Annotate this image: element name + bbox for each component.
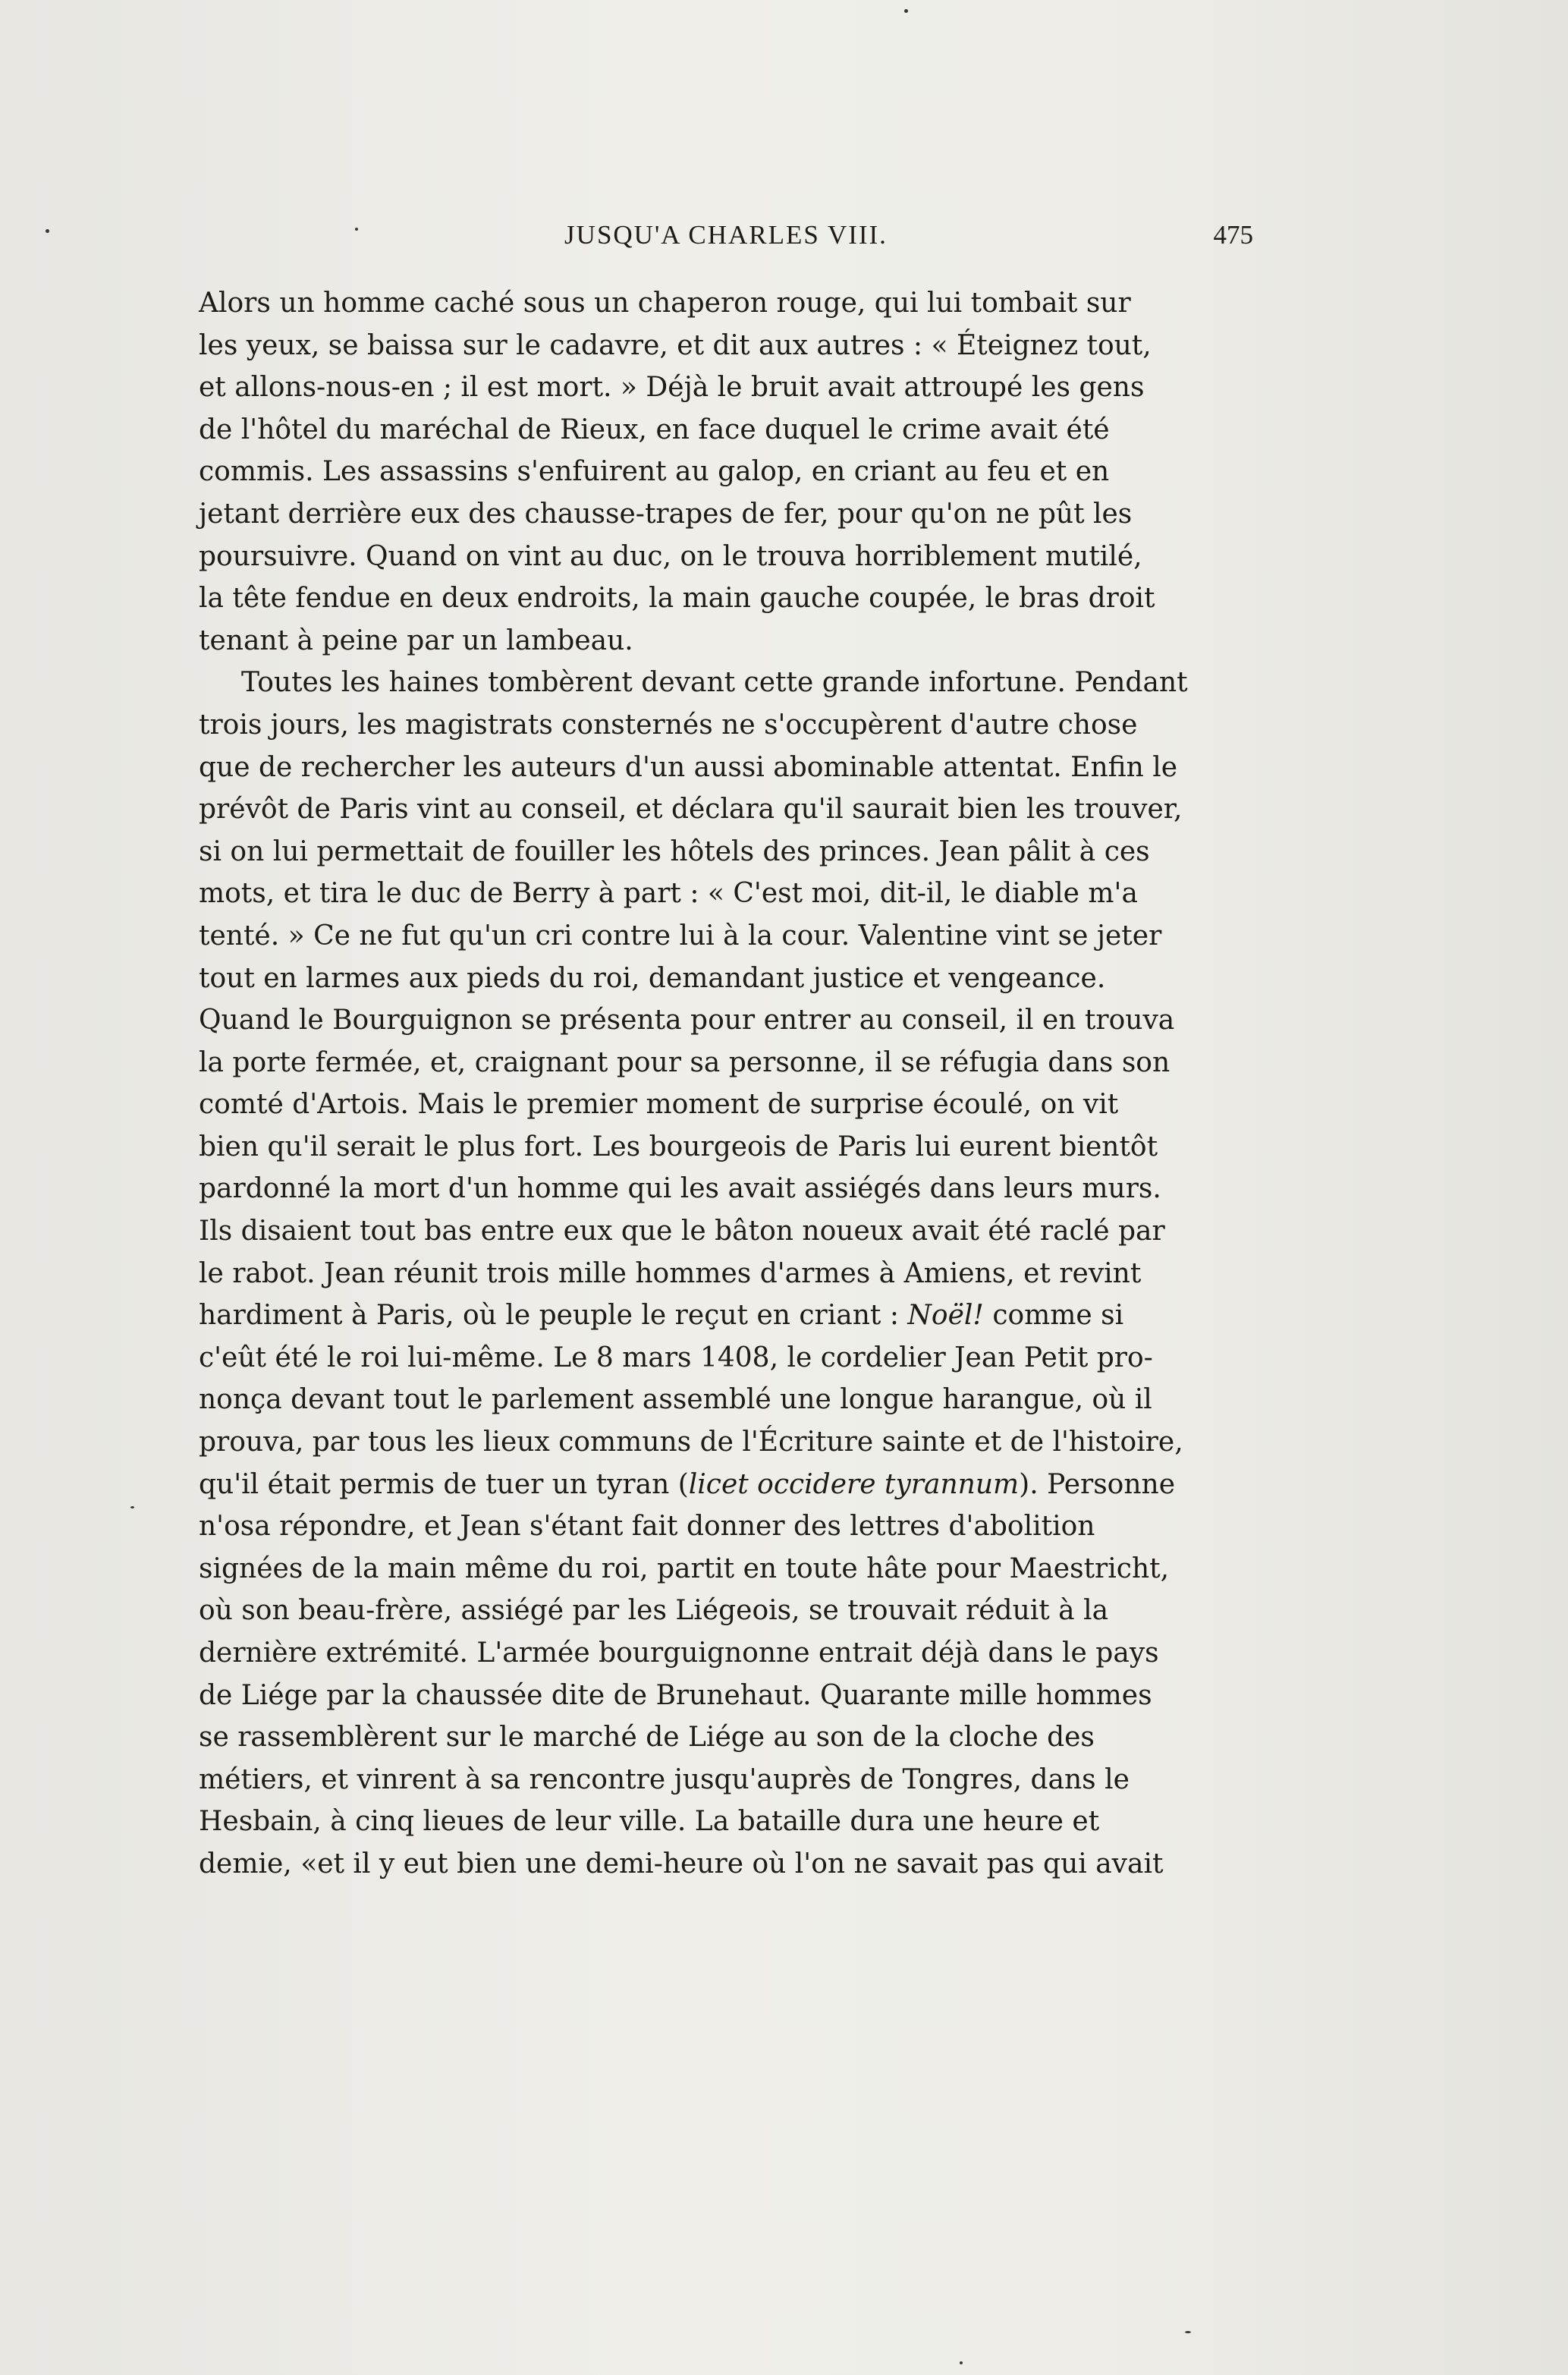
text-line-content: commis. Les assassins s'enfuirent au galop, en criant au feu et en: [199, 456, 1110, 488]
text-line-content: tenté. » Ce ne fut qu'un cri contre lui à la cour. Valentine vint se jeter: [199, 920, 1162, 952]
text-line-paragraph-end: [199, 620, 1282, 662]
text-line-content: jetant derrière eux des chausse-trapes de fer, pour qu'on ne pût les: [199, 498, 1133, 530]
text-line: [199, 536, 1282, 578]
text-line-content: Toutes les haines tombèrent devant cette grande infortune. Pendant: [241, 667, 1188, 699]
text-line-content: où son beau-frère, assiégé par les Liégeois, se trouvait réduit à la: [199, 1595, 1109, 1627]
text-line: [199, 451, 1282, 493]
text-line-content: [199, 1294, 1123, 1337]
text-line: [199, 1042, 1282, 1084]
text-line-content: la porte fermée, et, craignant pour sa personne, il se réfugia dans son: [199, 1046, 1171, 1078]
text-line-content: métiers, et vinrent à sa rencontre jusqu'auprès de Tongres, dans le: [199, 1763, 1130, 1795]
text-line-content: la tête fendue en deux endroits, la main gauche coupée, le bras droit: [199, 583, 1155, 615]
text-line-content: bien qu'il serait le plus fort. Les bourgeois de Paris lui eurent bientôt: [199, 1131, 1158, 1162]
paper-speck: [355, 228, 358, 231]
text-line-content: tenant à peine par un lambeau.: [199, 624, 633, 656]
text-line-content: et allons-nous-en ; il est mort. » Déjà le bruit avait attroupé les gens: [199, 372, 1145, 404]
text-line: [199, 1632, 1282, 1675]
text-line-content: mots, et tira le duc de Berry à part : « C'est moi, dit-il, le diable m'a: [199, 878, 1138, 910]
text-segment: qu'il était permis de tuer un tyran (: [199, 1468, 689, 1500]
text-line: [199, 788, 1282, 831]
running-head: [199, 220, 1253, 258]
text-line: [199, 1253, 1282, 1295]
text-segment: ). Personne: [1019, 1468, 1176, 1500]
text-line: [199, 1716, 1282, 1759]
text-line: [199, 1675, 1282, 1717]
text-line-content: signées de la main même du roi, partit en toute hâte pour Maestricht,: [199, 1552, 1170, 1584]
text-line: [199, 1759, 1282, 1801]
paper-speck: [130, 1506, 134, 1508]
text-line-content: dernière extrémité. L'armée bourguignonne entrait déjà dans le pays: [199, 1637, 1159, 1669]
text-line-content: Alors un homme caché sous un chaperon rouge, qui lui tombait sur: [199, 288, 1131, 319]
text-line: [199, 831, 1282, 873]
text-line: [199, 1168, 1282, 1210]
text-line: [199, 1505, 1282, 1548]
text-line: [199, 1294, 1282, 1337]
text-line-content: Quand le Bourguignon se présenta pour entrer au conseil, il en trouva: [199, 1005, 1175, 1037]
text-line: [199, 915, 1282, 958]
running-title: JUSQU'A CHARLES VIII.: [564, 220, 888, 250]
text-line: [199, 1084, 1282, 1126]
text-line: [199, 493, 1282, 536]
italic-exclamation: Noël!: [907, 1300, 984, 1332]
text-line: [199, 704, 1282, 747]
text-line: [199, 958, 1282, 1000]
text-line-content: [199, 1464, 1175, 1506]
text-line: [199, 1126, 1282, 1169]
text-line-content: tout en larmes aux pieds du roi, demandant justice et vengeance.: [199, 962, 1106, 994]
text-line-content: c'eût été le roi lui-même. Le 8 mars 1408, le cordelier Jean Petit pro-: [199, 1342, 1153, 1373]
text-line-content: trois jours, les magistrats consternés ne s'occupèrent d'autre chose: [199, 709, 1138, 741]
text-line-content: que de rechercher les auteurs d'un aussi abominable attentat. Enfin le: [199, 751, 1178, 783]
text-line: [199, 325, 1282, 367]
paper-speck: [1185, 2331, 1191, 2333]
text-line-content: demie, «et il y eut bien une demi-heure où l'on ne savait pas qui avait: [199, 1848, 1164, 1880]
italic-latin-phrase: licet occidere tyrannum: [688, 1468, 1020, 1500]
text-line: [199, 1379, 1282, 1421]
text-line: [199, 873, 1282, 915]
text-line-paragraph-start: [199, 662, 1282, 704]
text-line: [199, 1210, 1282, 1253]
text-line: [199, 1548, 1282, 1590]
text-line: [199, 366, 1282, 409]
text-line: [199, 1337, 1282, 1379]
text-line-content: comté d'Artois. Mais le premier moment de surprise écoulé, on vit: [199, 1089, 1119, 1121]
text-line-content: le rabot. Jean réunit trois mille hommes d'armes à Amiens, et revint: [199, 1257, 1142, 1289]
page-number: 475: [1213, 220, 1253, 250]
text-line: [199, 282, 1282, 325]
text-line-content: n'osa répondre, et Jean s'étant fait donner des lettres d'abolition: [199, 1511, 1095, 1543]
text-line: [199, 999, 1282, 1042]
text-segment: hardiment à Paris, où le peuple le reçut en criant :: [199, 1300, 908, 1332]
text-line: [199, 1421, 1282, 1464]
text-line-content: Ils disaient tout bas entre eux que le bâton noueux avait été raclé par: [199, 1216, 1165, 1247]
text-line-content: se rassemblèrent sur le marché de Liége au son de la cloche des: [199, 1722, 1095, 1754]
text-line: [199, 1590, 1282, 1632]
body-text: [199, 282, 1282, 1886]
text-segment: comme si: [983, 1300, 1124, 1332]
text-line: [199, 747, 1282, 789]
text-line-content: nonça devant tout le parlement assemblé une longue harangue, où il: [199, 1384, 1152, 1416]
text-line: [199, 577, 1282, 620]
text-line: [199, 1464, 1282, 1506]
paper-speck: [960, 2361, 963, 2364]
text-line-content: prévôt de Paris vint au conseil, et déclara qu'il saurait bien les trouver,: [199, 794, 1183, 826]
text-line-content: prouva, par tous les lieux communs de l'Écriture sainte et de l'histoire,: [199, 1427, 1183, 1458]
text-line: [199, 1801, 1282, 1843]
text-line-content: de l'hôtel du maréchal de Rieux, en face duquel le crime avait été: [199, 414, 1110, 445]
text-line-content: de Liége par la chaussée dite de Brunehaut. Quarante mille hommes: [199, 1679, 1152, 1711]
text-line-content: les yeux, se baissa sur le cadavre, et dit aux autres : « Éteignez tout,: [199, 329, 1152, 361]
text-line-content: pardonné la mort d'un homme qui les avait assiégés dans leurs murs.: [199, 1173, 1161, 1205]
text-line: [199, 409, 1282, 451]
paper-speck: [46, 229, 49, 233]
text-line: [199, 1843, 1282, 1886]
text-line-content: poursuivre. Quand on vint au duc, on le trouva horriblement mutilé,: [199, 540, 1142, 572]
text-line-content: si on lui permettait de fouiller les hôtels des princes. Jean pâlit à ces: [199, 835, 1150, 867]
text-line-content: Hesbain, à cinq lieues de leur ville. La bataille dura une heure et: [199, 1806, 1100, 1838]
paper-speck: [904, 9, 908, 13]
